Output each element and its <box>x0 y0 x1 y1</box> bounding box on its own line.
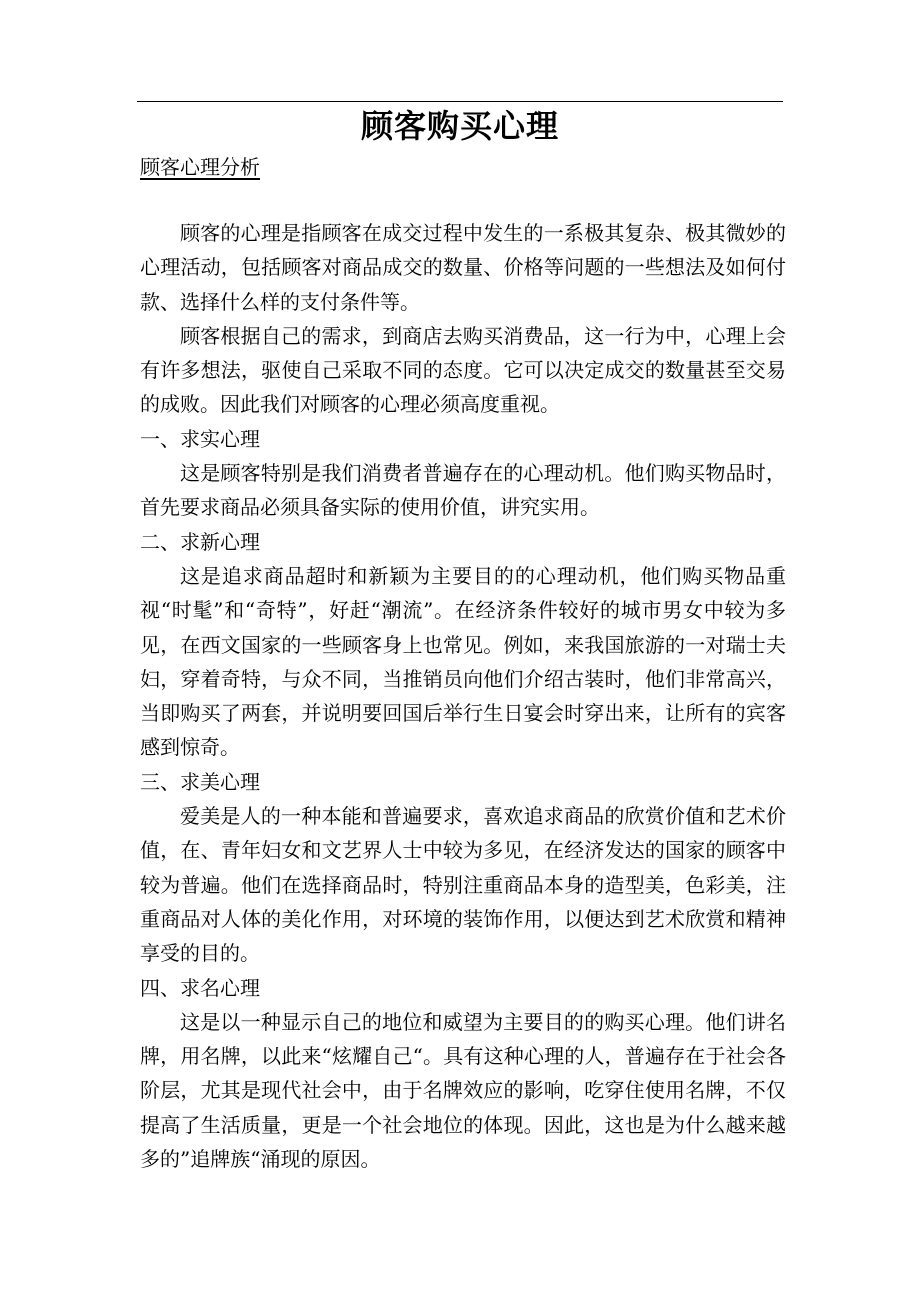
intro-paragraph: 顾客根据自己的需求，到商店去购买消费品，这一行为中，心理上会有许多想法，驱使自己采取不同的态度。它可以决定成交的数量甚至交易的成败。因此我们对顾客的心理必须高度重视。 <box>140 323 786 417</box>
header-rule <box>137 101 783 102</box>
page-title: 顾客购买心理 <box>360 107 559 145</box>
section-paragraph: 爱美是人的一种本能和普遍要求，喜欢追求商品的欣赏价值和艺术价值，在、青年妇女和文艺界人士中较为多见，在经济发达的国家的顾客中较为普遍。他们在选择商品时，特别注重商品本身的造型美，色彩美，注重商品对人体的美化作用，对环境的装饰作用，以便达到艺术欣赏和精神享受的目的。 <box>140 804 786 966</box>
section-heading: 二、求新心理 <box>140 529 260 554</box>
section-heading: 三、求美心理 <box>140 769 260 794</box>
section-paragraph: 这是追求商品超时和新颖为主要目的的心理动机，他们购买物品重视“时髦”和“奇特”，好赶“潮流”。在经济条件较好的城市男女中较为多见，在西文国家的一些顾客身上也常见。例如，来我国旅游的一对瑞士夫妇，穿着奇特，与众不同，当推销员向他们介绍古装时，他们非常高兴，当即购买了两套，并说明要回国后举行生日宴会时穿出来，让所有的宾客感到惊奇。 <box>140 563 786 760</box>
section-heading: 一、求实心理 <box>140 426 260 451</box>
subtitle-link[interactable]: 顾客心理分析 <box>140 155 260 179</box>
intro-paragraph: 顾客的心理是指顾客在成交过程中发生的一系极其复杂、极其微妙的心理活动，包括顾客对商品成交的数量、价格等问题的一些想法及如何付款、选择什么样的支付条件等。 <box>140 221 786 314</box>
section-heading: 四、求名心理 <box>140 975 260 1000</box>
document-body <box>140 216 786 1176</box>
section-paragraph: 这是以一种显示自己的地位和威望为主要目的的购买心理。他们讲名牌，用名牌，以此来“炫耀自己“。具有这种心理的人，普遍存在于社会各阶层，尤其是现代社会中，由于名牌效应的影响，吃穿住使用名牌，不仅提高了生活质量，更是一个社会地位的体现。因此，这也是为什么越来越多的”追牌族“涌现的原因。 <box>140 1009 786 1172</box>
section-paragraph: 这是顾客特别是我们消费者普遍存在的心理动机。他们购买物品时，首先要求商品必须具备实际的使用价值，讲究实用。 <box>140 461 786 520</box>
